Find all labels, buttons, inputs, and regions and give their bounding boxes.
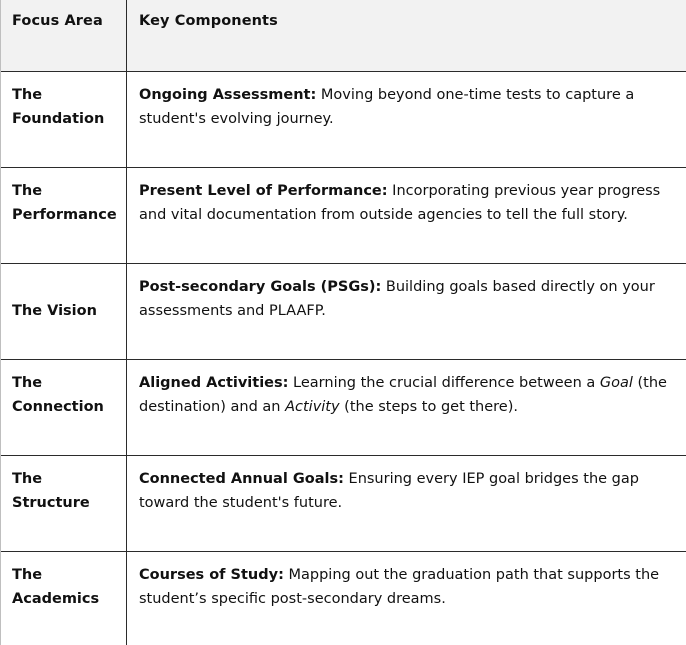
table-row xyxy=(1,168,686,264)
header-cell-focus-area xyxy=(1,0,127,71)
key-component-italic-activity: Activity xyxy=(285,399,340,415)
key-component-description xyxy=(139,467,681,515)
key-components-cell xyxy=(127,456,686,551)
focus-area-label: The Foundation xyxy=(12,87,105,127)
focus-area-label: The Vision xyxy=(12,302,97,319)
table-row xyxy=(1,72,686,168)
focus-area-cell xyxy=(1,72,127,167)
key-component-text-middle: (the destination) and an xyxy=(139,375,667,415)
key-component-term: Connected Annual Goals: xyxy=(139,471,344,487)
key-component-text: Incorporating previous year progress and vital documentation from outside agencies to tell the full story. xyxy=(139,183,661,223)
header-focus-area: Focus Area xyxy=(12,13,103,29)
table-header-row xyxy=(1,0,686,72)
key-component-text-after: (the steps to get there). xyxy=(339,399,518,415)
key-component-description xyxy=(139,83,681,131)
key-component-text: Building goals based directly on your assessments and PLAAFP. xyxy=(139,279,655,319)
focus-area-label: The Structure xyxy=(12,471,90,511)
focus-area-cell xyxy=(1,168,127,263)
key-component-text-before: Learning the crucial difference between a xyxy=(288,375,600,391)
key-component-italic-goal: Goal xyxy=(599,375,633,391)
key-components-cell xyxy=(127,360,686,455)
table-row xyxy=(1,264,686,360)
key-component-term: Courses of Study: xyxy=(139,567,284,583)
focus-area-label: The Academics xyxy=(12,567,100,607)
table-row xyxy=(1,456,686,552)
key-components-cell xyxy=(127,552,686,645)
focus-area-label: The Performance xyxy=(12,183,117,223)
focus-area-cell xyxy=(1,456,127,551)
key-component-term: Post-secondary Goals (PSGs): xyxy=(139,279,382,295)
table-row xyxy=(1,552,686,645)
focus-area-cell xyxy=(1,360,127,455)
key-component-term: Present Level of Performance: xyxy=(139,183,388,199)
key-component-text: Moving beyond one-time tests to capture a student's evolving journey. xyxy=(139,87,635,127)
header-key-components: Key Components xyxy=(139,13,278,29)
header-cell-key-components xyxy=(127,0,686,71)
key-component-term: Aligned Activities: xyxy=(139,375,289,391)
table-row xyxy=(1,360,686,456)
key-component-description xyxy=(139,275,681,323)
key-component-description xyxy=(139,371,681,419)
key-component-description xyxy=(139,563,681,611)
key-component-description xyxy=(139,179,681,227)
key-component-text: Mapping out the graduation path that supports the student’s specific post-secondary dreams. xyxy=(139,567,660,607)
focus-area-cell xyxy=(1,552,127,645)
key-component-term: Ongoing Assessment: xyxy=(139,87,317,103)
key-component-text: Ensuring every IEP goal bridges the gap toward the student's future. xyxy=(139,471,639,511)
focus-area-label: The Connection xyxy=(12,375,104,415)
key-components-cell xyxy=(127,72,686,167)
focus-area-cell xyxy=(1,264,127,359)
key-components-cell xyxy=(127,264,686,359)
key-components-cell xyxy=(127,168,686,263)
